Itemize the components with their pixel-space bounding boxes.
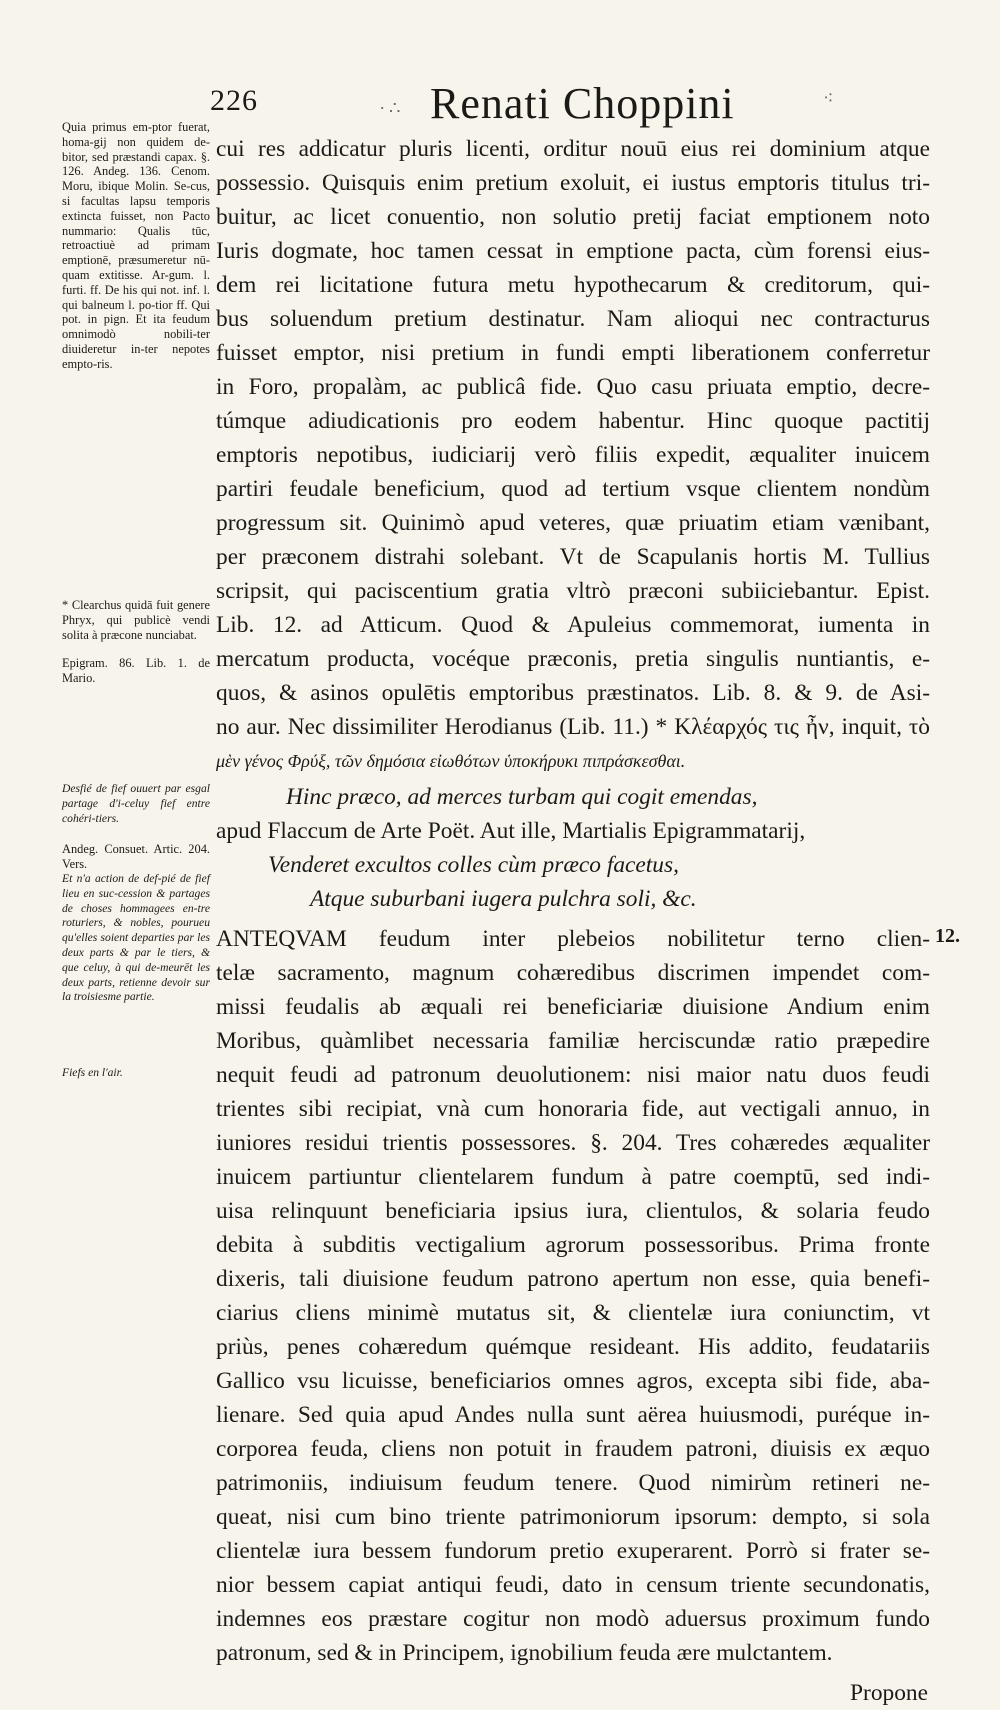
running-title: Renati Choppini <box>430 79 735 128</box>
text-line: partiri feudale beneficium, quod ad tertium vsque clientem nondùm <box>216 476 930 502</box>
text-line: Iuris dogmate, hoc tamen cessat in emptione pacta, cùm forensi eius- <box>216 238 930 264</box>
text-line: telæ sacramento, magnum cohæredibus discrimen impendet com- <box>216 960 930 986</box>
verse-line: Hinc præco, ad merces turbam qui cogit emendas, <box>286 784 758 810</box>
text-line: lienare. Sed quia apud Andes nulla sunt aërea huiusmodi, puréque in- <box>216 1402 930 1428</box>
text-line: queat, nisi cum bino triente patrimoniorum ipsorum: dempto, si sola <box>216 1504 930 1530</box>
verse-line: Atque suburbani iugera pulchra soli, &c. <box>310 886 697 912</box>
text-line: cui res addicatur pluris licenti, orditur nouū eius rei dominium atque <box>216 136 930 162</box>
text-line: corporea feuda, cliens non potuit in fraudem patroni, diuisis ex æquo <box>216 1436 930 1462</box>
text-line: buitur, ac licet conuentio, non solutio pretij faciat emptionem noto <box>216 204 930 230</box>
page-number: 226 <box>210 84 258 117</box>
ornament-icon: ∙ ∴ <box>380 98 401 118</box>
margin-note: Et n'a action de def-pié de fief lieu en suc-cession & partages de choses hommagees en-tre roturiers, & nobles, pourueu qu'elles soient departies par les deux parts & par le tiers, & que celuy, à qui de-meurēt les deux parts, retienne devoir sur la troisiesme partie. <box>62 872 210 1004</box>
text-line: progressum sit. Quinimò apud veteres, quæ priuatim etiam vænibant, <box>216 510 930 536</box>
text-line: indemnes eos præstare cogitur non modò aduersus proximum fundo <box>216 1606 930 1632</box>
text-line: Lib. 12. ad Atticum. Quod & Apuleius commemorat, iumenta in <box>216 612 930 638</box>
text-line: missi feudalis ab æquali rei beneficiariæ diuisione Andium enim <box>216 994 930 1020</box>
text-line: Gallico vsu licuisse, beneficiarios omnes agros, excepta sibi fide, aba- <box>216 1368 930 1394</box>
text-line: Moribus, quàmlibet necessaria familiæ herciscundæ ratio præpedire <box>216 1028 930 1054</box>
text-line: ANTEQVAM feudum inter plebeios nobilitetur terno clien- <box>216 926 930 952</box>
text-line: dixeris, tali diuisione feudum patrono apertum non esse, quia benefi- <box>216 1266 930 1292</box>
catchword: Propone <box>850 1680 928 1706</box>
text-line: iuniores residui trientis possessores. §. 204. Tres cohæredes æqualiter <box>216 1130 930 1156</box>
text-line: trientes sibi recipiat, vnà cum honoraria fide, aut vectigali annuo, in <box>216 1096 930 1122</box>
text-line: uisa relinquunt beneficiaria ipsius iura, clientulos, & solaria feudo <box>216 1198 930 1224</box>
greek-line: μὲν γένος Φρύξ, τῶν δημόσια εἰωθότων ὑποκήρυκι πιπράσκεσθαι. <box>216 751 686 771</box>
text-line: priùs, penes cohæredum quémque resideant. His addito, feudatariis <box>216 1334 930 1360</box>
text-line: scripsit, qui paciscentium gratia vltrò præconi subiiciebantur. Epist. <box>216 578 930 604</box>
margin-note: Fiefs en l'air. <box>62 1066 123 1079</box>
text-line: quos, & asinos opulētis emptoribus præstinatos. Lib. 8. & 9. de Asi- <box>216 680 930 706</box>
text-line: clientelæ iura bessem fundorum pretio exuperarent. Porrò si frater se- <box>216 1538 930 1564</box>
text-line: emptoris nepotibus, iudiciarij verò filiis expedit, æqualiter inuicem <box>216 442 930 468</box>
text-line: in Foro, propalàm, ac publicâ fide. Quo casu priuata emptio, decre- <box>216 374 930 400</box>
text-line: patronum, sed & in Principem, ignobilium feuda ære mulctantem. <box>216 1640 833 1666</box>
text-line: bus soluendum pretium destinatur. Nam alioqui nec contracturus <box>216 306 930 332</box>
text-line: fuisset emptor, nisi pretium in fundi empti liberationem conferretur <box>216 340 930 366</box>
text-line: possessio. Quisquis enim pretium exoluit, ei iustus emptoris titulus tri- <box>216 170 930 196</box>
verse-line: Venderet excultos colles cùm præco facetus, <box>268 852 679 878</box>
margin-note: Epigram. 86. Lib. 1. de Mario. <box>62 656 210 685</box>
text-line: nequit feudi ad patronum deuolutionem: nisi maior natu duos feudi <box>216 1062 930 1088</box>
text-line: ciarius cliens minimè mutatus sit, & clientelæ iura coniunctim, vt <box>216 1300 930 1326</box>
margin-note: * Clearchus quidā fuit genere Phryx, qui publicè vendi solita à præcone nunciabat. <box>62 598 210 642</box>
text-line: dem rei licitatione futura metu hypothecarum & creditorum, qui- <box>216 272 930 298</box>
section-number: 12. <box>935 925 960 947</box>
text-line: per præconem distrahi solebant. Vt de Scapulanis hortis M. Tullius <box>216 544 930 570</box>
text-line: mercatum producta, vocéque præconis, pretia singulis nuntiantis, e- <box>216 646 930 672</box>
margin-note: Andeg. Consuet. Artic. 204. Vers. <box>62 842 210 871</box>
margin-note: Quia primus em-ptor fuerat, homa-gij non quidem de-bitor, sed præstandi capax. §. 126. Andeg. 136. Cenom. Moru, ibique Molin. Se-cus, si facultas lapsu temporis extincta fuisset, non Pacto nummario: Qualis tūc, retroactiuè ad primam emptionē, præsumeretur nū-quam extitisse. Ar-gum. l. furti. ff. De his qui not. inf. l. qui balneum l. po-tior ff. Qui pot. in pign. Et ita feudum omnimodò nobili-ter diuideretur in-ter nepotes empto-ris. <box>62 120 210 371</box>
ornament-icon: ⁖ <box>823 88 834 108</box>
text-line: no aur. Nec dissimiliter Herodianus (Lib. 11.) * Κλέαρχός τις ἦν, inquit, τὸ <box>216 714 930 740</box>
margin-note: Desfié de fief ouuert par esgal partage d'i-celuy fief entre cohéri-tiers. <box>62 782 210 825</box>
text-line: inuicem partiuntur clientelarem fundum à patre coemptū, sed indi- <box>216 1164 930 1190</box>
text-line: apud Flaccum de Arte Poët. Aut ille, Martialis Epigrammatarij, <box>216 818 806 844</box>
text-line: patrimoniis, indiuisum feudum tenere. Quod nimirùm retineri ne- <box>216 1470 930 1496</box>
text-line: túmque adiudicationis pro eodem habentur. Hinc quoque pactitij <box>216 408 930 434</box>
text-line: nior bessem capiat antiqui feudi, dato in censum triente secundonatis, <box>216 1572 930 1598</box>
text-line: debita à subditis vectigalium agrorum possessoribus. Prima fronte <box>216 1232 930 1258</box>
